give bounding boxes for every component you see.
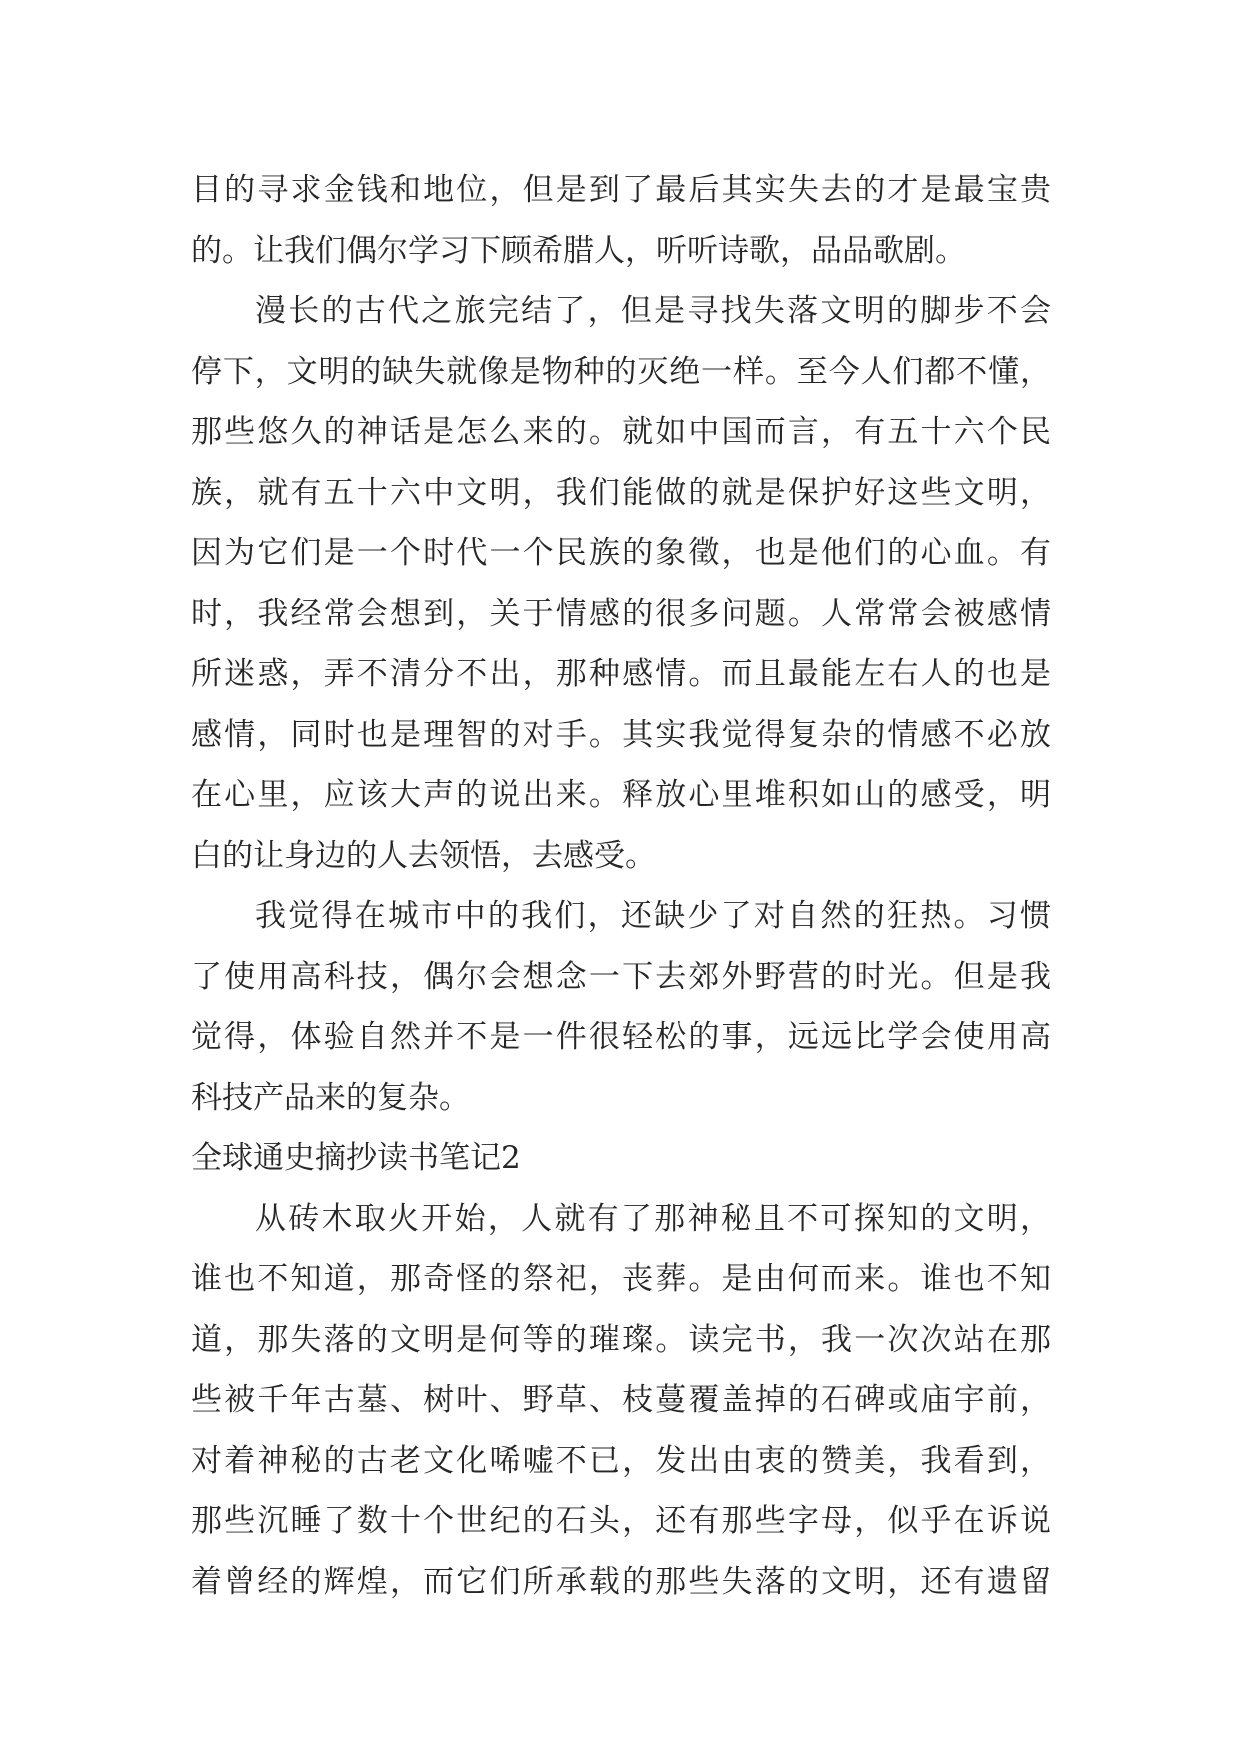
text-line: 感情，同时也是理智的对手。其实我觉得复杂的情感不必放 xyxy=(191,716,1051,753)
text-line: 着曾经的辉煌，而它们所承载的那些失落的文明，还有遗留 xyxy=(191,1563,1051,1600)
paragraph-first-line: 从砖木取火开始，人就有了那神秘且不可探知的文明， xyxy=(255,1200,1051,1237)
text-line: 那些悠久的神话是怎么来的。就如中国而言，有五十六个民 xyxy=(191,414,1051,450)
text-line: 科技产品来的复杂。 xyxy=(191,1079,470,1116)
paragraph-first-line: 我觉得在城市中的我们，还缺少了对自然的狂热。习惯 xyxy=(255,898,1051,934)
text-line: 因为它们是一个时代一个民族的象徵，也是他们的心血。有 xyxy=(191,535,1051,571)
text-line: 了使用高科技，偶尔会想念一下去郊外野营的时光。但是我 xyxy=(191,958,1051,995)
text-line: 对着神秘的古老文化唏嘘不已，发出由衷的赞美，我看到， xyxy=(191,1442,1051,1479)
text-line: 停下，文明的缺失就像是物种的灭绝一样。至今人们都不懂， xyxy=(191,353,1051,390)
text-line: 谁也不知道，那奇怪的祭祀，丧葬。是由何而来。谁也不知 xyxy=(191,1261,1051,1297)
text-line: 些被千年古墓、树叶、野草、枝蔓覆盖掉的石碑或庙宇前， xyxy=(191,1382,1051,1418)
text-line: 所迷惑，弄不清分不出，那种感情。而且最能左右人的也是 xyxy=(191,656,1051,692)
text-line: 的。让我们偶尔学习下顾希腊人，听听诗歌，品品歌剧。 xyxy=(191,232,966,269)
text-line: 觉得，体验自然并不是一件很轻松的事，远远比学会使用高 xyxy=(191,1019,1051,1055)
text-line: 目的寻求金钱和地位，但是到了最后其实失去的才是最宝贵 xyxy=(191,172,1051,208)
text-line: 那些沉睡了数十个世纪的石头，还有那些字母，似乎在诉说 xyxy=(191,1503,1051,1539)
text-line: 族，就有五十六中文明，我们能做的就是保护好这些文明， xyxy=(191,474,1051,511)
document-body xyxy=(191,160,1051,1612)
text-line: 白的让身边的人去领悟，去感受。 xyxy=(191,837,656,874)
text-line: 时，我经常会想到，关于情感的很多问题。人常常会被感情 xyxy=(191,595,1051,632)
text-line: 在心里，应该大声的说出来。释放心里堆积如山的感受，明 xyxy=(191,777,1051,813)
paragraph-first-line: 漫长的古代之旅完结了，但是寻找失落文明的脚步不会 xyxy=(255,293,1051,329)
section-heading: 全球通史摘抄读书笔记2 xyxy=(191,1140,521,1176)
text-line: 道，那失落的文明是何等的璀璨。读完书，我一次次站在那 xyxy=(191,1321,1051,1358)
